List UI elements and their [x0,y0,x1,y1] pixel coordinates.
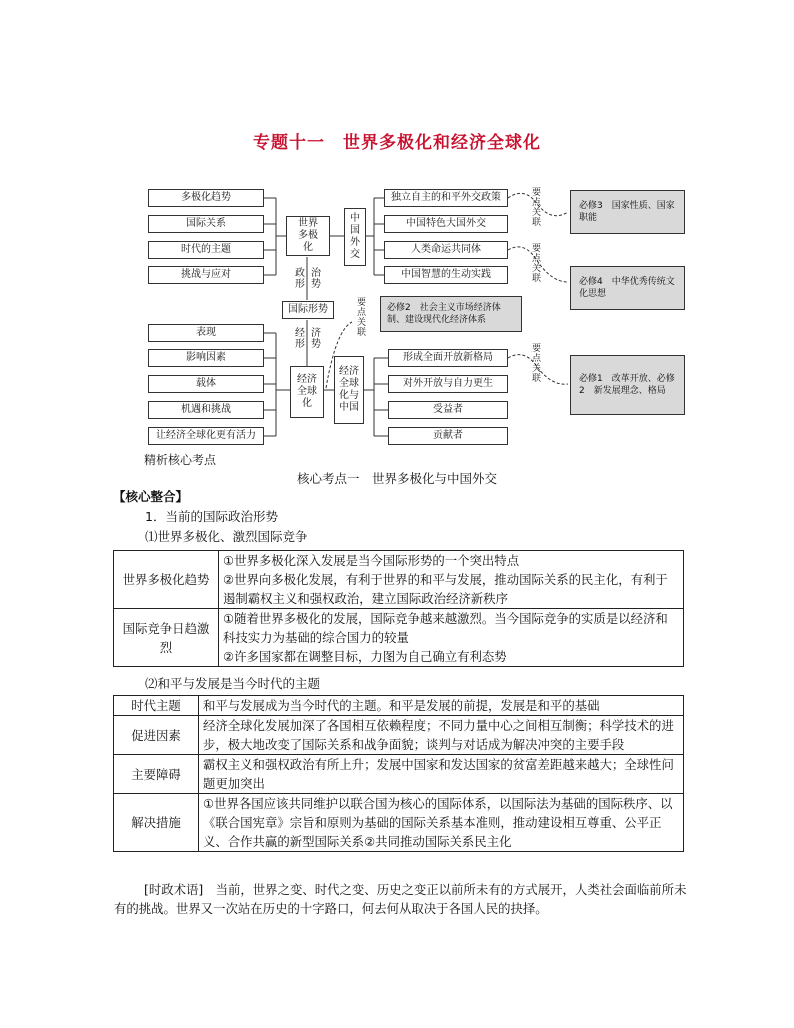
table-row [114,609,684,667]
table-key: 促进因素 [114,716,199,755]
mindmap-econ-item: 受益者 [388,401,508,419]
current-affairs-note: [时政术语] 当前，世界之变、时代之变、历史之变正以前所未有的方式展开，人类社会面临前所未有的挑战。世界又一次站在历史的十字路口，何去何从取决于各国人民的抉择。 [114,882,687,916]
section-heading: 核心考点一 世界多极化与中国外交 [296,471,497,486]
mindmap-link-box: 必修3 国家性质、国家职能 [570,190,685,234]
mindmap-politics-label: 政形 [295,268,305,290]
table-cell: 经济全球化发展加深了各国相互依赖程度；不同力量中心之间相互制衡；科学技术的进步，极大地改变了国际关系和战争面貌；谈判与对话成为解决冲突的主要手段 [199,716,684,755]
mindmap-left-item: 影响因素 [148,349,264,367]
table-peace-development [113,695,684,852]
point-heading: 1．当前的国际政治形势 [145,509,278,524]
mindmap-intl-situation: 国际形势 [282,301,334,319]
table-row [114,755,684,794]
table-cell [219,551,684,609]
page-title: 专题十一 世界多极化和经济全球化 [253,133,541,153]
table-key: 国际竞争日趋激烈 [114,609,219,667]
table-cell: 和平与发展成为当今时代的主题。和平是发展的前提，发展是和平的基础 [199,696,684,716]
table-cell: 霸权主义和强权政治有所上升；发展中国家和发达国家的贫富差距越来越大；全球性问题更加突出 [199,755,684,794]
mindmap-key-link: 要点关联 [531,188,541,228]
mindmap-diplomacy-item: 独立自主的和平外交政策 [384,189,508,207]
mindmap-econ-item: 贡献者 [388,427,508,445]
table-key: 解决措施 [114,794,199,852]
mindmap-diplomacy-item: 中国特色大国外交 [384,215,508,233]
mindmap-left-item: 载体 [148,375,264,393]
table-row [114,696,684,716]
mindmap-link-box: 必修4 中华优秀传统文化思想 [570,266,685,310]
mindmap-key-link: 要点关联 [531,344,541,384]
mindmap-china-diplomacy: 中国外交 [344,208,366,266]
section-label: 精析核心考点 [144,453,217,467]
mindmap-key-link: 要点关联 [531,244,541,284]
table-line: ②世界向多极化发展，有利于世界的和平与发展，推动国际关系的民主化，有利于遏制霸权主义和强权政治，建立国际政治经济新秩序 [223,572,668,606]
mindmap-link-box: 必修2 社会主义市场经济体制、建设现代化经济体系 [380,296,522,332]
table-key: 主要障碍 [114,755,199,794]
table-line: ②许多国家都在调整目标，力图为自己确立有利态势 [223,649,507,664]
mindmap-econ-globalization: 经济全球化 [290,366,324,418]
table-key: 世界多极化趋势 [114,551,219,609]
mindmap-key-link: 要点关联 [356,298,366,338]
mindmap-econ-item: 形成全面开放新格局 [388,349,508,367]
mindmap-left-item: 国际关系 [148,215,264,233]
core-integration-label: 【核心整合】 [113,489,189,504]
mindmap-world-multipolar: 世界多极化 [286,216,330,256]
mindmap-econ-item: 对外开放与自力更生 [388,375,508,393]
table-multipolar [113,550,684,667]
mindmap-left-item: 让经济全球化更有活力 [148,427,264,445]
mindmap-link-box: 必修1 改革开放、必修2 新发展理念、格局 [570,355,685,415]
table-row [114,551,684,609]
mindmap-economy-label: 济势 [311,328,321,350]
table-line: ①世界多极化深入发展是当今国际形势的一个突出特点 [223,553,520,568]
mindmap-politics-label: 治势 [311,268,321,290]
table-key: 时代主题 [114,696,199,716]
table-cell [219,609,684,667]
mindmap-left-item: 机遇和挑战 [148,401,264,419]
table-row [114,794,684,852]
mindmap-left-item: 表现 [148,324,264,342]
mindmap-left-item: 时代的主题 [148,241,264,259]
mindmap-diplomacy-item: 人类命运共同体 [384,241,508,259]
mindmap-left-item: 多极化趋势 [148,189,264,207]
table-line: ①随着世界多极化的发展，国际竞争越来越激烈。当今国际竞争的实质是以经济和科技实力为基础的综合国力的较量 [223,611,668,645]
mindmap-econ-china: 经济全球化与中国 [334,356,364,424]
mindmap-diplomacy-item: 中国智慧的生动实践 [384,266,508,284]
sub-heading: ⑴世界多极化、激烈国际竞争 [145,529,308,544]
table-row [114,716,684,755]
sub-heading: ⑵和平与发展是当今时代的主题 [145,676,321,691]
table-cell: ①世界各国应该共同维护以联合国为核心的国际体系，以国际法为基础的国际秩序、以《联合国宪章》宗旨和原则为基础的国际关系基本准则，推动建设相互尊重、公平正义、合作共赢的新型国际关系②共同推动国际关系民主化 [199,794,684,852]
mindmap-economy-label: 经形 [295,328,305,350]
mindmap-left-item: 挑战与应对 [148,266,264,284]
